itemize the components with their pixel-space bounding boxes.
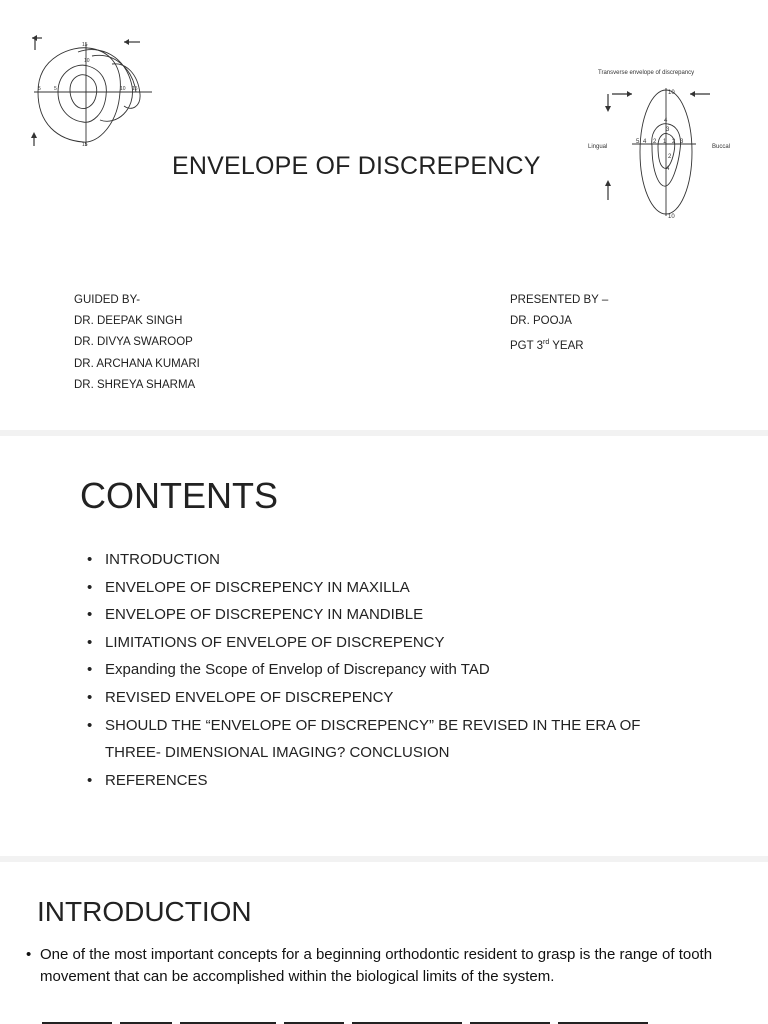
svg-text:5: 5 (54, 86, 57, 92)
guide-name: DR. DIVYA SWAROOP (74, 336, 193, 349)
guided-by-heading: GUIDED BY- (74, 294, 141, 306)
svg-text:4: 4 (666, 166, 670, 172)
svg-text:4: 4 (664, 118, 668, 124)
svg-text:2: 2 (653, 139, 657, 145)
contents-item-continuation: THREE- DIMENSIONAL IMAGING? CONCLUSION (105, 744, 450, 762)
title-slide (0, 0, 768, 430)
introduction-paragraph: • One of the most important concepts for a beginning orthodontic resident to grasp is the range of tooth movement that can be accomplished within the biological limits of the system. (24, 944, 744, 988)
presented-by-block (510, 290, 608, 357)
guide-name: DR. SHREYA SHARMA (74, 378, 196, 391)
svg-text:2: 2 (672, 139, 676, 145)
envelope-diagram-sagittal (28, 34, 168, 154)
contents-slide (0, 436, 768, 856)
svg-text:4: 4 (643, 139, 647, 145)
contents-heading: CONTENTS (80, 475, 278, 516)
guided-by-block (74, 290, 200, 396)
contents-item: • SHOULD THE “ENVELOPE OF DISCREPENCY” BE REVISED IN THE ERA OF (87, 712, 640, 740)
transverse-envelope-diagram (588, 66, 758, 226)
svg-text:3: 3 (680, 139, 684, 145)
presented-by-heading: PRESENTED BY – (510, 294, 609, 306)
contents-item: • Expanding the Scope of Envelop of Discrepancy with TAD (87, 656, 640, 684)
contents-item: • REVISED ENVELOPE OF DISCREPENCY (87, 684, 640, 712)
svg-text:10: 10 (668, 214, 675, 220)
lingual-label: Lingual (588, 144, 608, 150)
contents-item: • ENVELOPE OF DISCREPENCY IN MANDIBLE (87, 601, 640, 629)
introduction-heading: INTRODUCTION (37, 896, 252, 927)
presenter-year: PGT 3rd YEAR (510, 339, 584, 353)
svg-text:5: 5 (38, 86, 41, 92)
svg-text:15: 15 (132, 86, 138, 92)
presentation-title: ENVELOPE OF DISCREPENCY (172, 152, 541, 180)
svg-text:10: 10 (120, 86, 126, 92)
presenter-name: DR. POOJA (510, 315, 572, 328)
guide-name: DR. ARCHANA KUMARI (74, 357, 200, 370)
svg-text:10: 10 (84, 58, 90, 64)
contents-item: • LIMITATIONS OF ENVELOPE OF DISCREPENCY (87, 629, 640, 657)
contents-item: • REFERENCES (87, 767, 640, 795)
svg-text:10: 10 (668, 90, 675, 96)
introduction-slide (0, 862, 768, 1024)
svg-text:1: 1 (663, 139, 667, 145)
contents-item: • ENVELOPE OF DISCREPENCY IN MAXILLA (87, 574, 640, 602)
svg-text:3: 3 (666, 127, 670, 133)
svg-text:15: 15 (82, 142, 88, 148)
svg-text:5: 5 (636, 139, 640, 145)
buccal-label: Buccal (712, 144, 731, 150)
guide-name: DR. DEEPAK SINGH (74, 315, 183, 328)
contents-list (87, 546, 640, 794)
contents-item: • INTRODUCTION (87, 546, 640, 574)
svg-text:15: 15 (82, 42, 88, 48)
cropped-text-line (42, 1016, 662, 1024)
svg-text:2: 2 (668, 154, 672, 160)
diagram-caption: Transverse envelope of discrepancy (598, 70, 695, 76)
